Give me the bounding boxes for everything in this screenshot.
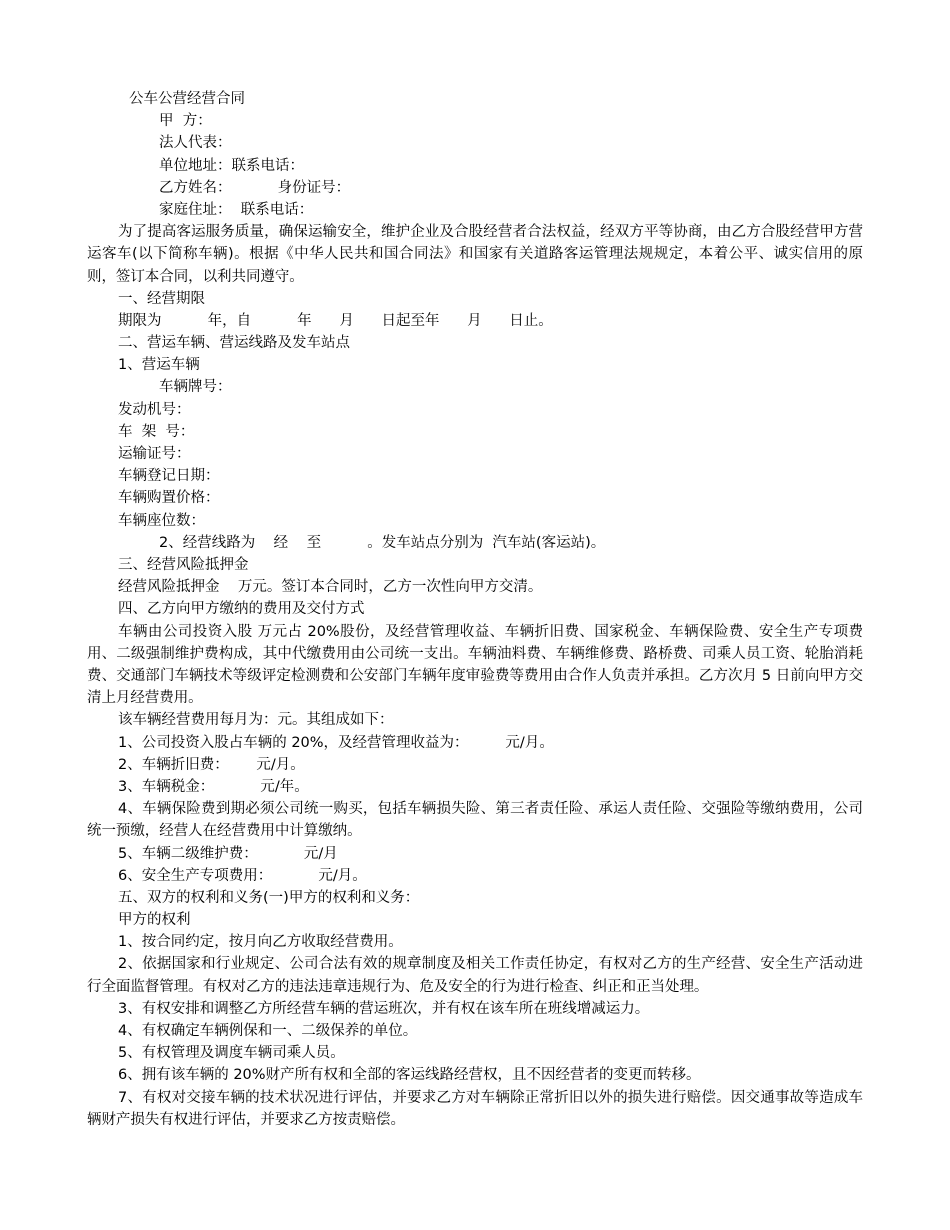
deposit-line: 经营风险抵押金 万元。签订本合同时，乙方一次性向甲方交清。 bbox=[118, 579, 543, 596]
section-5-heading: 五、双方的权利和义务(一)甲方的权利和义务： bbox=[118, 889, 420, 906]
registration-date-line: 车辆登记日期： bbox=[118, 468, 220, 485]
term-line: 期限为 年，自 年 月 日起至年 月 日止。 bbox=[118, 312, 553, 329]
section-4-heading: 四、乙方向甲方缴纳的费用及交付方式 bbox=[118, 601, 365, 618]
right-item-3: 3、有权安排和调整乙方所经营车辆的营运班次，并有权在该车所在班线增减运力。 bbox=[118, 1000, 650, 1017]
party-a-line: 甲 方： bbox=[159, 113, 212, 130]
unit-address-line: 单位地址：联系电话： bbox=[159, 157, 304, 174]
party-a-rights-heading: 甲方的权利 bbox=[118, 912, 191, 929]
route-line: 2、经营线路为 经 至 。发车站点分别为 汽车站(客运站)。 bbox=[159, 534, 606, 551]
legal-rep-line: 法人代表： bbox=[159, 135, 232, 152]
purchase-price-line: 车辆购置价格： bbox=[118, 490, 220, 507]
engine-number-line: 发动机号： bbox=[118, 401, 191, 418]
seat-count-line: 车辆座位数： bbox=[118, 512, 205, 529]
fee-item-2: 2、车辆折旧费： 元/月。 bbox=[118, 756, 305, 773]
right-item-5: 5、有权管理及调度车辆司乘人员。 bbox=[118, 1045, 345, 1062]
right-item-2: 2、依据国家和行业规定、公司合法有效的规章制度及相关工作责任协定，有权对乙方的生产经营、安全生产活动进行全面监督管理。有权对乙方的违法违章违规行为、危及安全的行为进行检查、纠正和正当处理。 bbox=[87, 956, 863, 995]
section-1-heading: 一、经营期限 bbox=[118, 290, 205, 307]
fee-item-5: 5、车辆二级维护费： 元/月 bbox=[118, 845, 338, 862]
plate-number-line: 车辆牌号： bbox=[159, 379, 232, 396]
right-item-1: 1、按合同约定，按月向乙方收取经营费用。 bbox=[118, 934, 403, 951]
right-item-6: 6、拥有该车辆的 20%财产所有权和全部的客运线路经营权，且不因经营者的变更而转移。 bbox=[118, 1067, 701, 1084]
monthly-fee-line: 该车辆经营费用每月为：元。其组成如下： bbox=[118, 712, 394, 729]
fee-item-1: 1、公司投资入股占车辆的 20%，及经营管理收益为： 元/月。 bbox=[118, 734, 554, 751]
fee-composition-paragraph: 车辆由公司投资入股 万元占 20%股份，及经营管理收益、车辆折旧费、国家税金、车辆保险费、安全生产专项费用、二级强制维护费构成，其中代缴费用由公司统一支出。车辆油料费、车辆维修费、路桥费、司乘人员工资、轮胎消耗费、交通部门车辆技术等级评定检测费和公安部门车辆年度审验费等费用由合作人负责并承担。乙方次月 5 日前向甲方交清上月经营费用。 bbox=[87, 623, 863, 707]
subsection-vehicle: 1、营运车辆 bbox=[118, 357, 200, 374]
right-item-7: 7、有权对交接车辆的技术状况进行评估，并要求乙方对车辆除正常折旧以外的损失进行赔偿。因交通事故等造成车辆财产损失有权进行评估，并要求乙方按责赔偿。 bbox=[87, 1089, 863, 1128]
right-item-4: 4、有权确定车辆例保和一、二级保养的单位。 bbox=[118, 1023, 418, 1040]
fee-item-4: 4、车辆保险费到期必须公司统一购买，包括车辆损失险、第三者责任险、承运人责任险、交强险等缴纳费用，公司统一预缴，经营人在经营费用中计算缴纳。 bbox=[87, 801, 863, 840]
section-2-heading: 二、营运车辆、营运线路及发车站点 bbox=[118, 335, 350, 352]
contract-document bbox=[87, 88, 863, 1131]
party-b-name-line: 乙方姓名： 身份证号： bbox=[159, 179, 351, 196]
fee-item-3: 3、车辆税金： 元/年。 bbox=[118, 778, 309, 795]
section-3-heading: 三、经营风险抵押金 bbox=[118, 556, 249, 573]
fee-item-6: 6、安全生产专项费用： 元/月。 bbox=[118, 867, 367, 884]
transport-cert-line: 运输证号： bbox=[118, 446, 191, 463]
document-title: 公车公营经营合同 bbox=[129, 91, 245, 107]
home-address-line: 家庭住址： 联系电话： bbox=[159, 201, 314, 218]
preamble-paragraph: 为了提高客运服务质量，确保运输安全，维护企业及合股经营者合法权益，经双方平等协商，由乙方合股经营甲方营运客车(以下简称车辆)。根据《中华人民共和国合同法》和国家有关道路客运管理法规规定，本着公平、诚实信用的原则，签订本合同，以利共同遵守。 bbox=[87, 224, 863, 285]
frame-number-line: 车 架 号： bbox=[118, 423, 195, 440]
